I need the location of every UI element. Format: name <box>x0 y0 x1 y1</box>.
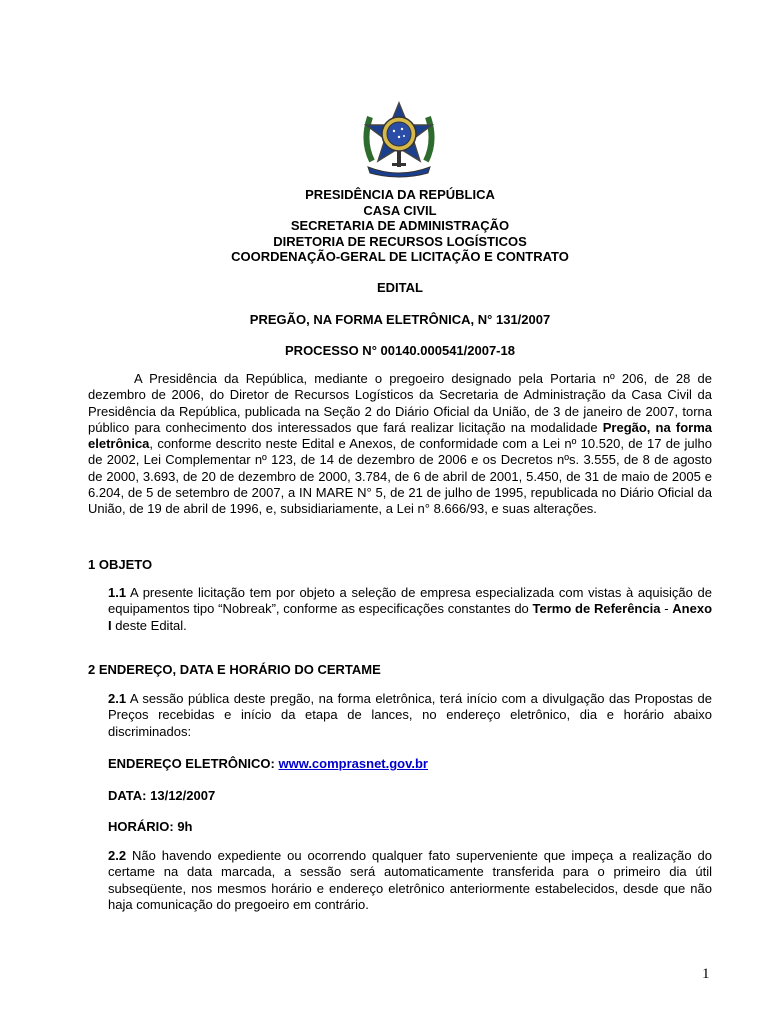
termo-referencia: Termo de Referência <box>532 601 661 617</box>
section-2-title: 2 ENDEREÇO, DATA E HORÁRIO DO CERTAME <box>88 662 381 677</box>
item-1-1-dash: - <box>660 601 673 617</box>
header-line-casa-civil: CASA CIVIL <box>363 202 437 218</box>
pregao-title: PREGÃO, NA FORMA ELETRÔNICA, N° 131/2007 <box>249 312 551 327</box>
data-line: DATA: 13/12/2007 <box>108 788 216 803</box>
item-2-1-number: 2.1 <box>108 691 127 706</box>
item-1-1-text: A presente licitação tem por objeto a seleção de empresa especializada com vistas à aquisição de equipamentos tipo “Nobreak”, conforme as especificações constantes do <box>108 585 712 617</box>
intro-paragraph <box>88 371 712 518</box>
endereco-line <box>108 756 428 771</box>
item-2-2-number: 2.2 <box>108 848 127 863</box>
page-number: 1 <box>702 966 710 982</box>
comprasnet-link[interactable]: www.comprasnet.gov.br <box>278 756 428 771</box>
processo-number: PROCESSO N° 00140.000541/2007-18 <box>285 343 515 358</box>
section-1-title: 1 OBJETO <box>88 557 153 572</box>
header-line-diretoria: DIRETORIA DE RECURSOS LOGÍSTICOS <box>273 233 527 249</box>
item-1-1-number: 1.1 <box>108 585 127 600</box>
endereco-label: ENDEREÇO ELETRÔNICO: <box>108 756 279 771</box>
item-2-1-text: A sessão pública deste pregão, na forma eletrônica, terá início com a divulgação das Propostas de Preços recebidas e início da etapa de lances, no endereço eletrônico, dia e horário abaixo discriminados: <box>108 691 712 739</box>
document-title: EDITAL <box>377 280 423 295</box>
intro-bold: Pregão, na forma eletrônica <box>88 419 712 452</box>
item-2-1 <box>108 691 712 740</box>
horario-line: HORÁRIO: 9h <box>108 819 193 834</box>
header-line-secretaria: SECRETARIA DE ADMINISTRAÇÃO <box>290 218 510 233</box>
item-2-2-text: Não havendo expediente ou ocorrendo qualquer fato superveniente que impeça a realização do certame na data marcada, a sessão será automaticamente transferida para o primeiro dia útil subseqüente, nos mesmos horário e endereço eletrônico anteriormente estabelecidos, desde que não haja comunicação do pregoeiro em contrário. <box>108 848 712 912</box>
intro-text-2: , conforme descrito neste Edital e Anexos, de conformidade com a Lei nº 10.520, de 17 de julho de 2002, Lei Complementar nº 123, de 14 de dezembro de 2006 e os Decretos nºs. 3.555, de 8 de agosto de 2000, 3.693, de 20 de dezembro de 2000, 3.784, de 6 de abril de 2001, 5.450, de 31 de maio de 2005 e 6.204, de 5 de setembro de 2007, a IN MARE N° 5, de 21 de julho de 1995, republicada no Diário Oficial da União, de 19 de abril de 1996, e, subsidiariamente, a Lei n° 8.666/93, e suas alterações. <box>88 436 712 517</box>
issuer-header <box>0 187 770 265</box>
brazil-coat-of-arms-icon <box>358 101 440 181</box>
item-2-2 <box>108 848 712 913</box>
header-line-coordenacao: COORDENAÇÃO-GERAL DE LICITAÇÃO E CONTRATO <box>231 249 569 264</box>
item-1-1 <box>108 585 712 634</box>
anexo-i: Anexo I <box>108 601 713 633</box>
header-line-presidencia: PRESIDÊNCIA DA REPÚBLICA <box>305 187 495 202</box>
intro-text-1: A Presidência da República, mediante o pregoeiro designado pela Portaria nº 206, de 28 de dezembro de 2006, do Diretor de Recursos Logísticos da Secretaria de Administração da Casa Civil da Presidência da República, publicada na Seção 2 do Diário Oficial da União, de 3 de janeiro de 2007, torna público para conhecimento dos interessados que fará realizar licitação na modalidade <box>88 371 712 435</box>
item-1-1-end: deste Edital. <box>111 617 187 633</box>
